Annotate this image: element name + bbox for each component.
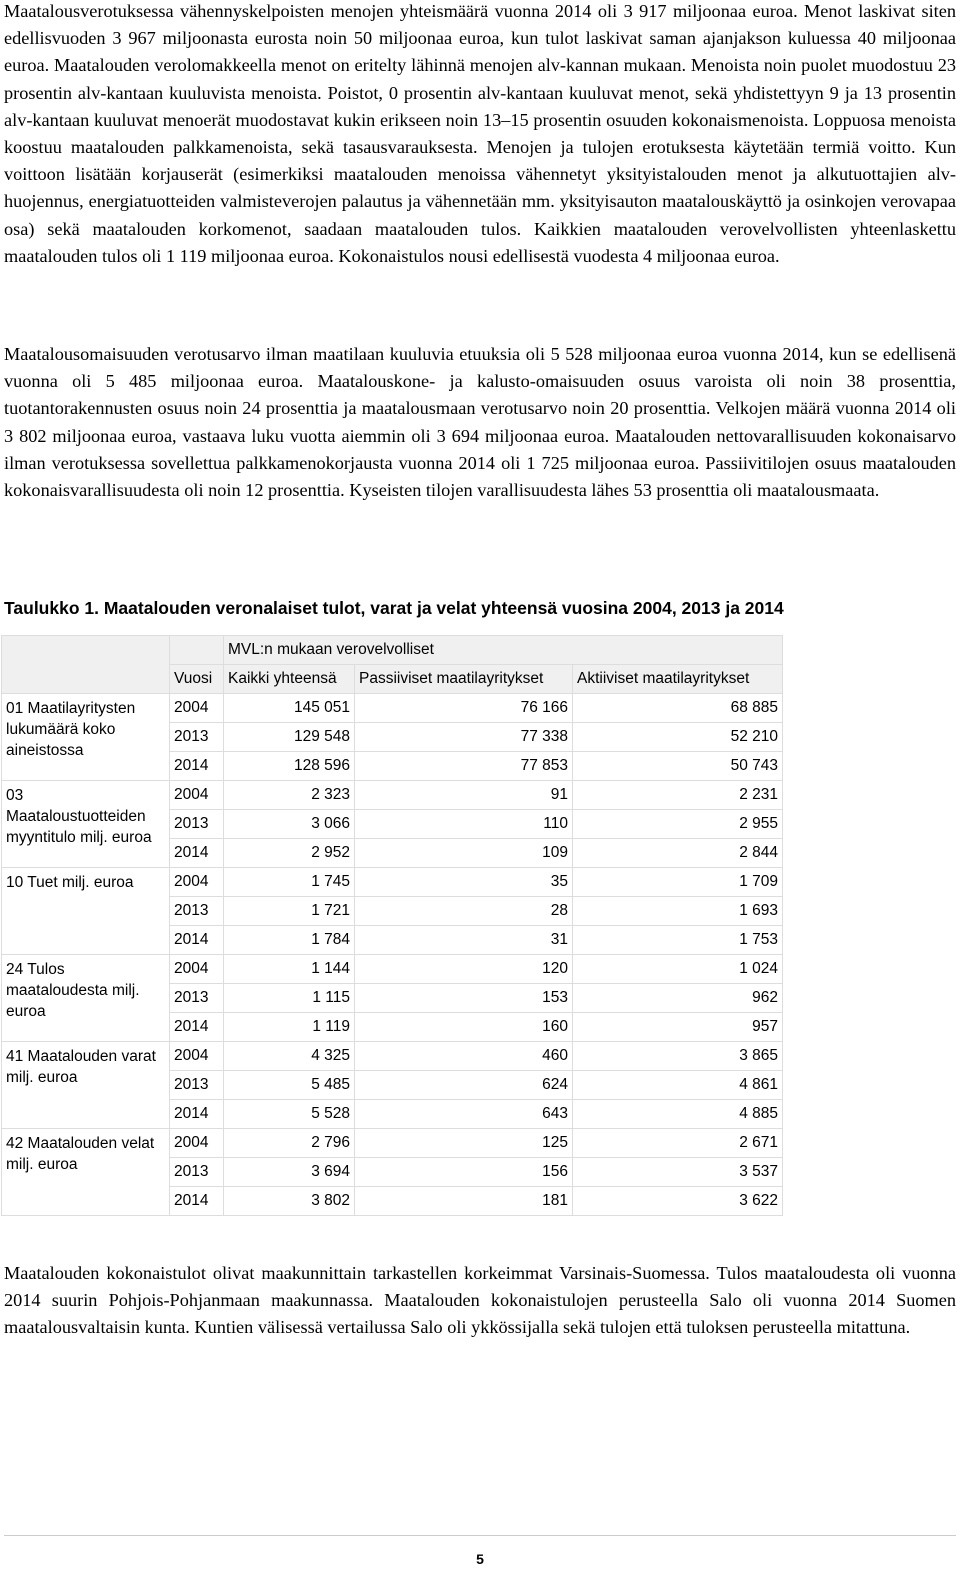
footer-divider [4,1535,956,1536]
cell-all: 3 694 [224,1158,355,1187]
cell-active: 4 861 [573,1071,783,1100]
cell-passive: 160 [355,1013,573,1042]
table-caption: Taulukko 1. Maatalouden veronalaiset tulot, varat ja velat yhteensä vuosina 2004, 2013 ja 2014 [4,598,784,618]
table-row [2,1042,783,1071]
table-year-spacer [170,636,224,665]
cell-all: 3 802 [224,1187,355,1216]
column-header-year: Vuosi [170,665,224,694]
cell-all: 2 796 [224,1129,355,1158]
cell-all: 1 119 [224,1013,355,1042]
cell-all: 2 952 [224,839,355,868]
cell-passive: 76 166 [355,694,573,723]
paragraph-assets-debts: Maatalousomaisuuden verotusarvo ilman maatilaan kuuluvia etuuksia oli 5 528 miljoonaa euroa vuonna 2014, kun se edellisenä vuonna oli 5 485 miljoonaa euroa. Maatalouskone- ja kalusto-omaisuuden osuus varoista oli noin 38 prosenttia, tuotantorakennusten osuus noin 24 prosenttia ja maatalousmaan verotusarvo noin 20 prosenttia. Velkojen määrä vuonna 2014 oli 3 802 miljoonaa euroa, vastaava luku vuotta aiemmin oli 3 694 miljoonaa euroa. Maatalouden nettovarallisuuden kokonaisarvo ilman verotuksessa sovellettua palkkamenokorjausta vuonna 2014 oli 1 725 miljoonaa euroa. Passiivitilojen osuus maatalouden kokonaisvarallisuudesta oli noin 12 prosenttia. Kyseisten tilojen varallisuudesta lähes 53 prosenttia oli maatalousmaata. [4,344,956,501]
cell-year: 2013 [170,897,224,926]
cell-passive: 643 [355,1100,573,1129]
cell-year: 2004 [170,781,224,810]
cell-passive: 624 [355,1071,573,1100]
cell-year: 2013 [170,1158,224,1187]
table-row [2,781,783,810]
cell-passive: 31 [355,926,573,955]
row-group-label: 01 Maatilayritysten lukumäärä koko aineistossa [2,694,170,781]
cell-year: 2004 [170,694,224,723]
table-row [2,694,783,723]
row-group-label: 41 Maatalouden varat milj. euroa [2,1042,170,1129]
cell-all: 3 066 [224,810,355,839]
column-header-active: Aktiiviset maatilayritykset [573,665,783,694]
cell-year: 2014 [170,1100,224,1129]
cell-active: 2 231 [573,781,783,810]
cell-active: 957 [573,1013,783,1042]
cell-active: 50 743 [573,752,783,781]
cell-active: 68 885 [573,694,783,723]
table-body [2,694,783,1216]
cell-passive: 125 [355,1129,573,1158]
page-number: 5 [476,1551,484,1567]
cell-all: 145 051 [224,694,355,723]
cell-year: 2004 [170,1129,224,1158]
cell-all: 4 325 [224,1042,355,1071]
cell-active: 52 210 [573,723,783,752]
row-group-label: 42 Maatalouden velat milj. euroa [2,1129,170,1216]
cell-all: 5 528 [224,1100,355,1129]
cell-all: 1 784 [224,926,355,955]
cell-active: 1 024 [573,955,783,984]
cell-active: 3 622 [573,1187,783,1216]
cell-all: 1 745 [224,868,355,897]
cell-active: 2 955 [573,810,783,839]
cell-all: 129 548 [224,723,355,752]
cell-passive: 91 [355,781,573,810]
cell-all: 2 323 [224,781,355,810]
table-stub-header [2,636,170,694]
cell-passive: 460 [355,1042,573,1071]
table-row [2,955,783,984]
cell-year: 2014 [170,752,224,781]
cell-year: 2014 [170,926,224,955]
row-group-label: 03 Maataloustuotteiden myyntitulo milj. euroa [2,781,170,868]
row-group-label: 24 Tulos maataloudesta milj. euroa [2,955,170,1042]
cell-active: 2 671 [573,1129,783,1158]
cell-all: 1 721 [224,897,355,926]
row-group-label: 10 Tuet milj. euroa [2,868,170,955]
cell-active: 2 844 [573,839,783,868]
cell-active: 1 709 [573,868,783,897]
cell-passive: 156 [355,1158,573,1187]
cell-active: 3 865 [573,1042,783,1071]
cell-passive: 77 338 [355,723,573,752]
cell-passive: 120 [355,955,573,984]
cell-all: 128 596 [224,752,355,781]
cell-passive: 153 [355,984,573,1013]
paragraph-regions: Maatalouden kokonaistulot olivat maakunnittain tarkastellen korkeimmat Varsinais-Suomessa. Tulos maataloudesta oli vuonna 2014 suurin Pohjois-Pohjanmaan maakunnassa. Maatalouden kokonaistulojen perusteella Salo oli vuonna 2014 Suomen maatalousvaltaisin kunta. Kuntien välisessä vertailussa Salo oli ykkössijalla sekä tulojen että tuloksen perusteella mitattuna. [4,1263,956,1338]
cell-year: 2014 [170,839,224,868]
cell-active: 4 885 [573,1100,783,1129]
cell-all: 5 485 [224,1071,355,1100]
table-row [2,868,783,897]
cell-passive: 181 [355,1187,573,1216]
cell-all: 1 144 [224,955,355,984]
paragraph-expenses-profit: Maatalousverotuksessa vähennyskelpoisten menojen yhteismäärä vuonna 2014 oli 3 917 miljoonaa euroa. Menot laskivat siten edellisvuoden 3 967 miljoonasta eurosta noin 50 miljoonaa euroa, kun tulot laskivat saman ajanjakson kuluessa 40 miljoonaa euroa. Maatalouden verolomakkeella menot on eritelty lähinnä menojen alv-kannan mukaan. Menoista noin puolet muodostuu 23 prosentin alv-kantaan kuuluvista menoista. Poistot, 0 prosentin alv-kantaan kuuluvat menot, sekä yhdistettyyn 9 ja 13 prosentin alv-kantaan kuuluvat menoerät muodostavat kukin erikseen noin 13–15 prosentin osuuden kokonaismenoista. Loppuosa menoista koostuu maatalouden palkkamenoista, sekä tasausvarauksesta. Menojen ja tulojen erotuksesta käytetään termiä voitto. Kun voittoon lisätään korjauserät (esimerkiksi maatalouden menoissa vähennetyt yksityistalouden menot ja alkutuottajien alv-huojennus, energiatuotteiden valmisteverojen palautus ja vähennetään mm. yksityisauton maatalouskäyttö ja osinkojen verovapaa osa) sekä maatalouden korkomenot, saadaan maatalouden tulos. Kaikkien maatalouden verovelvollisten yhteenlaskettu maatalouden tulos oli 1 119 miljoonaa euroa. Kokonaistulos nousi edellisestä vuodesta 4 miljoonaa euroa. [4,1,956,266]
cell-active: 962 [573,984,783,1013]
column-group-header: MVL:n mukaan verovelvolliset [224,636,783,665]
cell-active: 3 537 [573,1158,783,1187]
cell-passive: 28 [355,897,573,926]
cell-passive: 77 853 [355,752,573,781]
table-group-header-row [2,636,783,665]
cell-year: 2004 [170,1042,224,1071]
cell-year: 2004 [170,955,224,984]
cell-year: 2013 [170,984,224,1013]
cell-passive: 35 [355,868,573,897]
cell-year: 2013 [170,1071,224,1100]
cell-active: 1 693 [573,897,783,926]
cell-year: 2004 [170,868,224,897]
cell-year: 2013 [170,723,224,752]
cell-year: 2014 [170,1187,224,1216]
column-header-passive: Passiiviset maatilayritykset [355,665,573,694]
cell-year: 2013 [170,810,224,839]
table-row [2,1129,783,1158]
income-assets-table [1,635,783,1216]
column-header-all: Kaikki yhteensä [224,665,355,694]
cell-active: 1 753 [573,926,783,955]
cell-year: 2014 [170,1013,224,1042]
cell-all: 1 115 [224,984,355,1013]
cell-passive: 109 [355,839,573,868]
cell-passive: 110 [355,810,573,839]
